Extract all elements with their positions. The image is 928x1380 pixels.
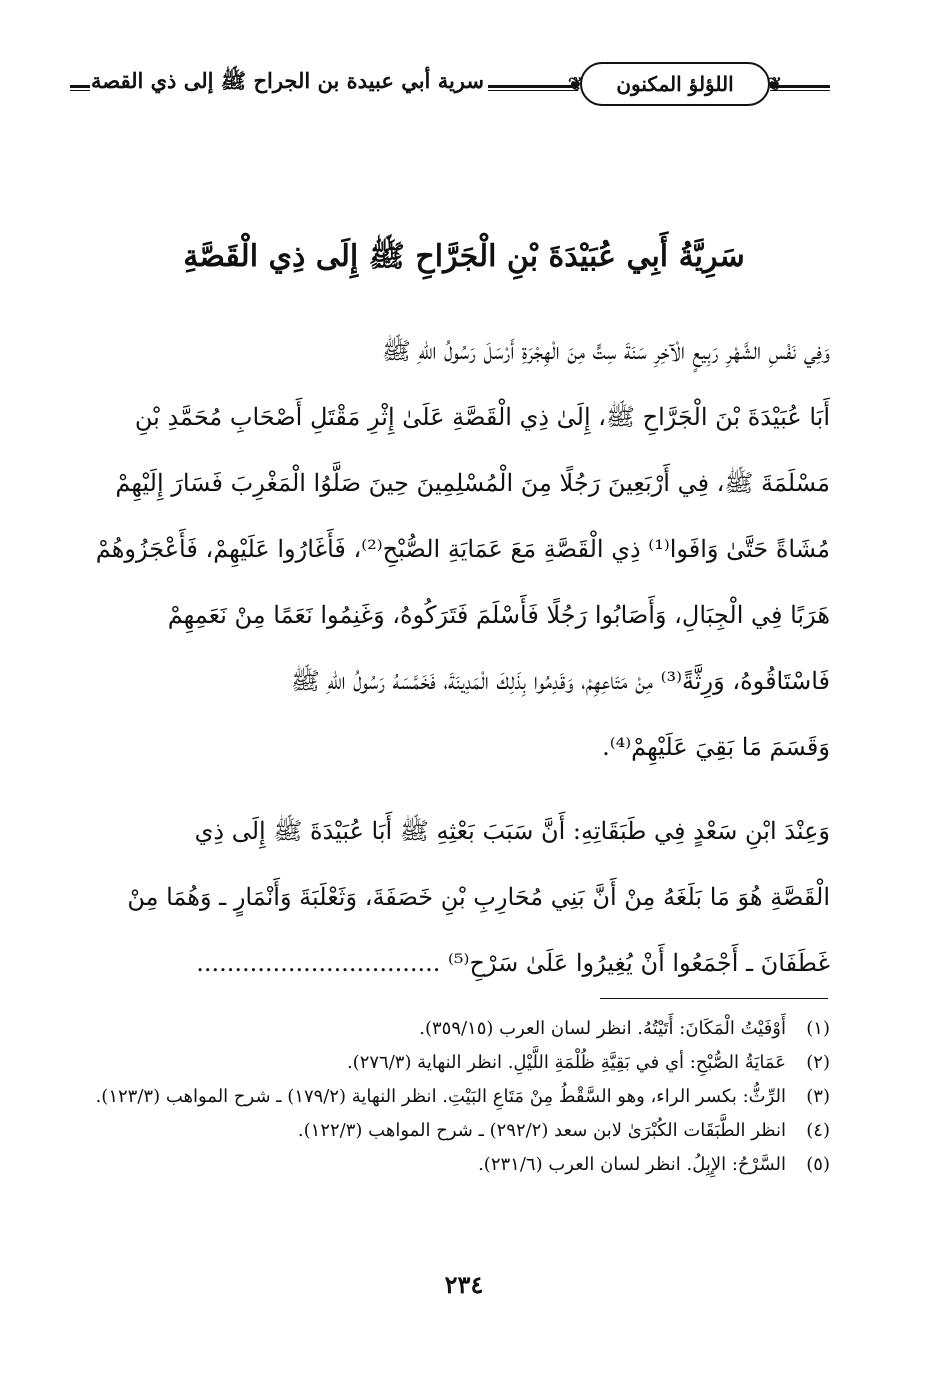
footnote-number: (٣) (806, 1086, 830, 1107)
text-line: فَاسْتَاقُوهُ، وَرِثَّةً⁽³⁾ مِنْ مَتَاعِهِمْ، وَقَدِمُوا بِذَلِكَ الْمَدِينَةَ، فَخَمَّسَهُ رَسُولُ اللهِ ﷺ (290, 667, 830, 695)
text-line: مُشَاةً حَتَّىٰ وَافَوا⁽¹⁾ ذِي الْقَصَّةِ مَعَ عَمَايَةِ الصُّبْحِ⁽²⁾، فَأَغَارُوا عَلَيْهِمْ، فَأَعْجَزُوهُمْ (95, 535, 830, 563)
header-chapter-title: سرية أبي عبيدة بن الجراح ﷺ إلى ذي القصة (90, 68, 484, 93)
header-rule (488, 85, 578, 91)
footnote (90, 1012, 830, 1046)
footnote-separator (600, 998, 828, 999)
text-line: الْقَصَّةِ هُوَ مَا بَلَغَهُ مِنْ أَنَّ بَنِي مُحَارِبِ بْنِ خَصَفَةَ، وَثَعْلَبَةَ وَأَنْمَارٍ ـ وَهُمَا مِنْ (127, 883, 830, 911)
footnote-number: (٥) (806, 1154, 830, 1175)
page-number: ٢٣٤ (444, 1270, 484, 1299)
header-rule (70, 85, 90, 91)
footnote-text: السَّرْحُ: الإِبِلُ. انظر لسان العرب (٢٣١/٦). (478, 1154, 786, 1175)
text-line: وَفِي نَفْسِ الشَّهْرِ رَبِيعٍ الْآخِرِ سَنَةَ سِتٍّ مِنَ الْهِجْرَةِ أَرْسَلَ رَسُولُ اللهِ ﷺ (381, 337, 830, 365)
text-line: أَبَا عُبَيْدَةَ بْنَ الْجَرَّاحِ ﷺ، إِلَىٰ ذِي الْقَصَّةِ عَلَىٰ إِثْرِ مَقْتَلِ أَصْحَابِ مُحَمَّدِ بْنِ (134, 403, 830, 431)
footnote (90, 1114, 830, 1148)
header-book-title: اللؤلؤ المكنون (616, 72, 734, 96)
text-line: وَقَسَمَ مَا بَقِيَ عَلَيْهِمْ⁽⁴⁾. (602, 733, 830, 761)
footnote (90, 1046, 830, 1080)
footnote-number: (١) (806, 1018, 830, 1039)
section-title: سَرِيَّةُ أَبِي عُبَيْدَةَ بْنِ الْجَرَّاحِ ﷺ إِلَى ذِي الْقَصَّةِ (183, 239, 745, 274)
text-line: هَرَبًا فِي الْجِبَالِ، وَأَصَابُوا رَجُلًا فَأَسْلَمَ فَتَرَكُوهُ، وَغَنِمُوا نَعَمًا مِنْ نَعَمِهِمْ (167, 601, 830, 629)
footnote-text: أَوْفَيْتُ الْمَكَانَ: أَتَيْتُهُ. انظر لسان العرب (٣٥٩/١٥). (419, 1018, 786, 1039)
paragraph-2 (90, 798, 830, 996)
footnote-number: (٢) (806, 1052, 830, 1073)
footnotes (90, 1012, 830, 1182)
footnote-text: عَمَايَةُ الصُّبْحِ: أي في بَقِيَّةِ ظُلْمَةِ اللَّيْلِ. انظر النهاية (٢٧٦/٣). (346, 1052, 786, 1073)
text-line: وَعِنْدَ ابْنِ سَعْدٍ فِي طَبَقَاتِهِ: أَنَّ سَبَبَ بَعْثِهِ ﷺ أَبَا عُبَيْدَةَ ﷺ إِلَى ذِي (194, 817, 830, 845)
text-line: غَطَفَانَ ـ أَجْمَعُوا أَنْ يُغِيرُوا عَلَىٰ سَرْحِ⁽⁵⁾ ................................ (196, 949, 830, 977)
paragraph-1 (90, 318, 830, 780)
header-book-title-cartouche (568, 62, 782, 106)
footnote (90, 1080, 830, 1114)
header-rule (770, 85, 830, 91)
footnote-text: انظر الطَّبَقَات الكُبْرَىٰ لابن سعد (٢٩٢/٢) ـ شرح المواهب (١٢٢/٣). (297, 1120, 786, 1141)
footnote-text: الرِّثُّ: بكسر الراء، وهو السَّقْطُ مِنْ مَتَاعِ البَيْتِ. انظر النهاية (١٧٩/٢) ـ شرح المواهب (١٢٣/٣). (95, 1086, 786, 1107)
running-header (70, 58, 830, 118)
ornament-icon: ❦ (766, 74, 782, 95)
ornament-icon: ❦ (568, 74, 584, 95)
footnote (90, 1148, 830, 1182)
footnote-number: (٤) (806, 1120, 830, 1141)
text-line: مَسْلَمَةَ ﷺ، فِي أَرْبَعِينَ رَجُلًا مِنَ الْمُسْلِمِينَ حِينَ صَلَّوُا الْمَغْرِبَ فَسَارَ إِلَيْهِمْ (115, 469, 830, 497)
